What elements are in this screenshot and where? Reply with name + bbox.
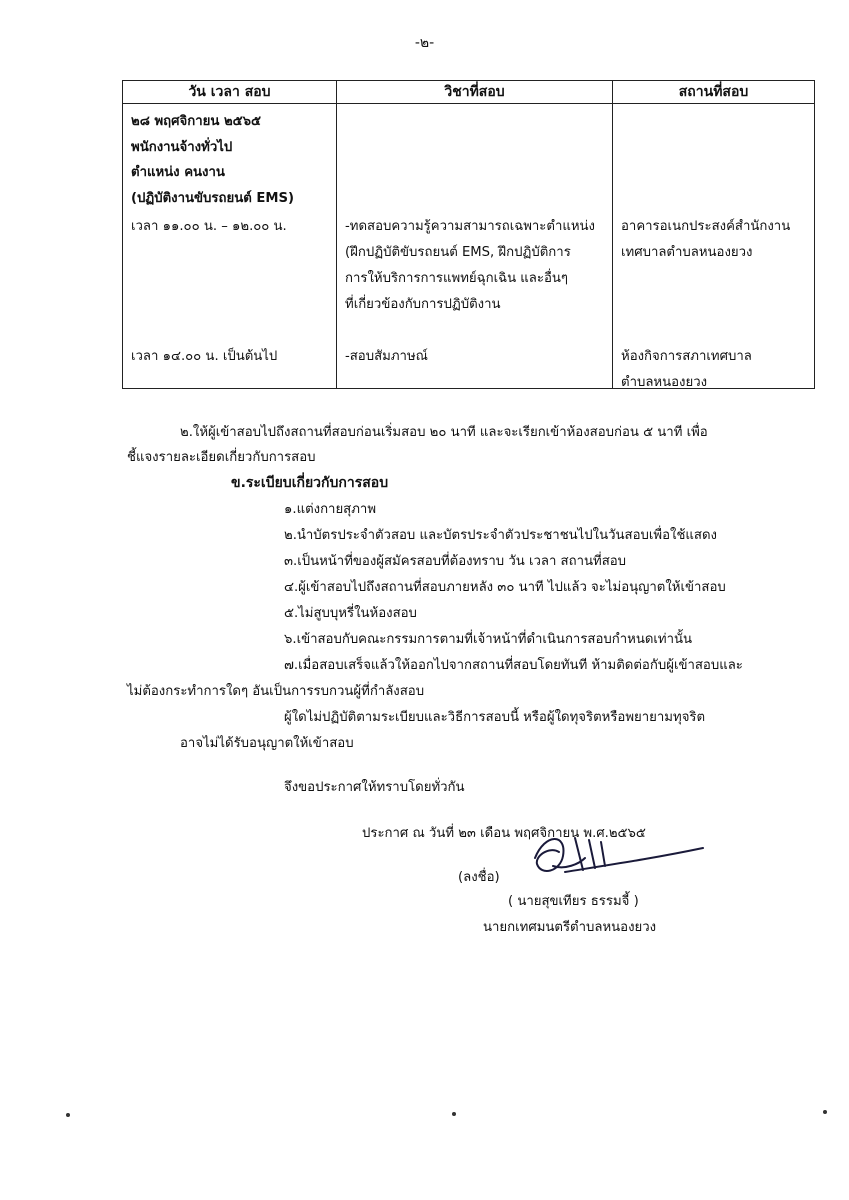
rules-heading: ข.ระเบียบเกี่ยวกับการสอบ: [231, 475, 389, 491]
time-slot-1: เวลา ๑๑.๐๐ น. – ๑๒.๐๐ น.: [131, 219, 287, 234]
position-detail: (ปฏิบัติงานขับรถยนต์ EMS): [131, 191, 295, 206]
subject-1-line: การให้บริการการแพทย์ฉุกเฉิน และอื่นๆ: [345, 271, 568, 286]
place-2-line: ห้องกิจการสภาเทศบาล: [621, 349, 752, 364]
subject-1-line: (ฝึกปฏิบัติขับรถยนต์ EMS, ฝึกปฏิบัติการ: [345, 245, 571, 260]
place-cell: [613, 104, 815, 389]
scan-speck: [66, 1113, 70, 1117]
header-date: วัน เวลา สอบ: [123, 81, 337, 104]
announcement: จึงขอประกาศให้ทราบโดยทั่วกัน: [284, 780, 465, 795]
header-subject: วิชาที่สอบ: [337, 81, 613, 104]
announce-date: ประกาศ ณ วันที่ ๒๓ เดือน พฤศจิกายน พ.ศ.๒๕๖๕: [362, 826, 646, 841]
subject-2: -สอบสัมภาษณ์: [345, 349, 428, 364]
rule-item: ๔.ผู้เข้าสอบไปถึงสถานที่สอบภายหลัง ๓๐ นาที ไปแล้ว จะไม่อนุญาตให้เข้าสอบ: [284, 580, 726, 595]
rule-item: ๖.เข้าสอบกับคณะกรรมการตามที่เจ้าหน้าที่ดำเนินการสอบกำหนดเท่านั้น: [284, 632, 693, 647]
rule-item: ๕.ไม่สูบบุหรี่ในห้องสอบ: [284, 606, 417, 621]
scan-speck: [452, 1112, 456, 1116]
page-number: -๒-: [414, 35, 435, 51]
scan-speck: [823, 1110, 827, 1114]
paragraph-2-line-2: ชี้แจงรายละเอียดเกี่ยวกับการสอบ: [127, 450, 316, 465]
rule-item: ๗.เมื่อสอบเสร็จแล้วให้ออกไปจากสถานที่สอบโดยทันที ห้ามติดต่อกับผู้เข้าสอบและ: [284, 658, 743, 673]
subject-1-line: ที่เกี่ยวข้องกับการปฏิบัติงาน: [345, 297, 501, 312]
exam-schedule-table: [122, 80, 815, 389]
signed-label: (ลงชื่อ): [458, 870, 500, 885]
time-slot-2: เวลา ๑๔.๐๐ น. เป็นต้นไป: [131, 349, 278, 364]
place-1-line: อาคารอเนกประสงค์สำนักงาน: [621, 219, 791, 234]
signer-name: ( นายสุขเทียร ธรรมจี้ ): [508, 894, 639, 909]
place-1-line: เทศบาลตำบลหนองยวง: [621, 245, 753, 260]
warning-line-2: อาจไม่ได้รับอนุญาตให้เข้าสอบ: [180, 736, 354, 751]
subject-cell: [337, 104, 613, 389]
subject-1-line: -ทดสอบความรู้ความสามารถเฉพาะตำแหน่ง: [345, 219, 595, 234]
rule-item: ๓.เป็นหน้าที่ของผู้สมัครสอบที่ต้องทราบ วัน เวลา สถานที่สอบ: [284, 554, 627, 569]
exam-date: ๒๘ พฤศจิกายน ๒๕๖๕: [131, 114, 261, 129]
header-place: สถานที่สอบ: [613, 81, 815, 104]
place-2-line: ตำบลหนองยวง: [621, 375, 708, 390]
signer-title: นายกเทศมนตรีตำบลหนองยวง: [483, 920, 657, 935]
table-row: [123, 104, 815, 389]
rule-item: ๑.แต่งกายสุภาพ: [284, 502, 377, 517]
rule-item: ๒.นำบัตรประจำตัวสอบ และบัตรประจำตัวประชาชนไปในวันสอบเพื่อใช้แสดง: [284, 528, 717, 543]
table-header-row: [123, 81, 815, 104]
signature-icon: [505, 828, 705, 888]
paragraph-2-line-1: ๒.ให้ผู้เข้าสอบไปถึงสถานที่สอบก่อนเริ่มสอบ ๒๐ นาที และจะเรียกเข้าห้องสอบก่อน ๕ นาที เพื่อ: [180, 425, 708, 440]
position-name: ตำแหน่ง คนงาน: [131, 165, 225, 180]
warning-line-1: ผู้ใดไม่ปฏิบัติตามระเบียบและวิธีการสอบนี้ หรือผู้ใดทุจริตหรือพยายามทุจริต: [284, 710, 706, 725]
rule-7-continuation: ไม่ต้องกระทำการใดๆ อันเป็นการรบกวนผู้ที่กำลังสอบ: [127, 684, 425, 699]
employee-type: พนักงานจ้างทั่วไป: [131, 140, 233, 155]
date-cell: [123, 104, 337, 389]
